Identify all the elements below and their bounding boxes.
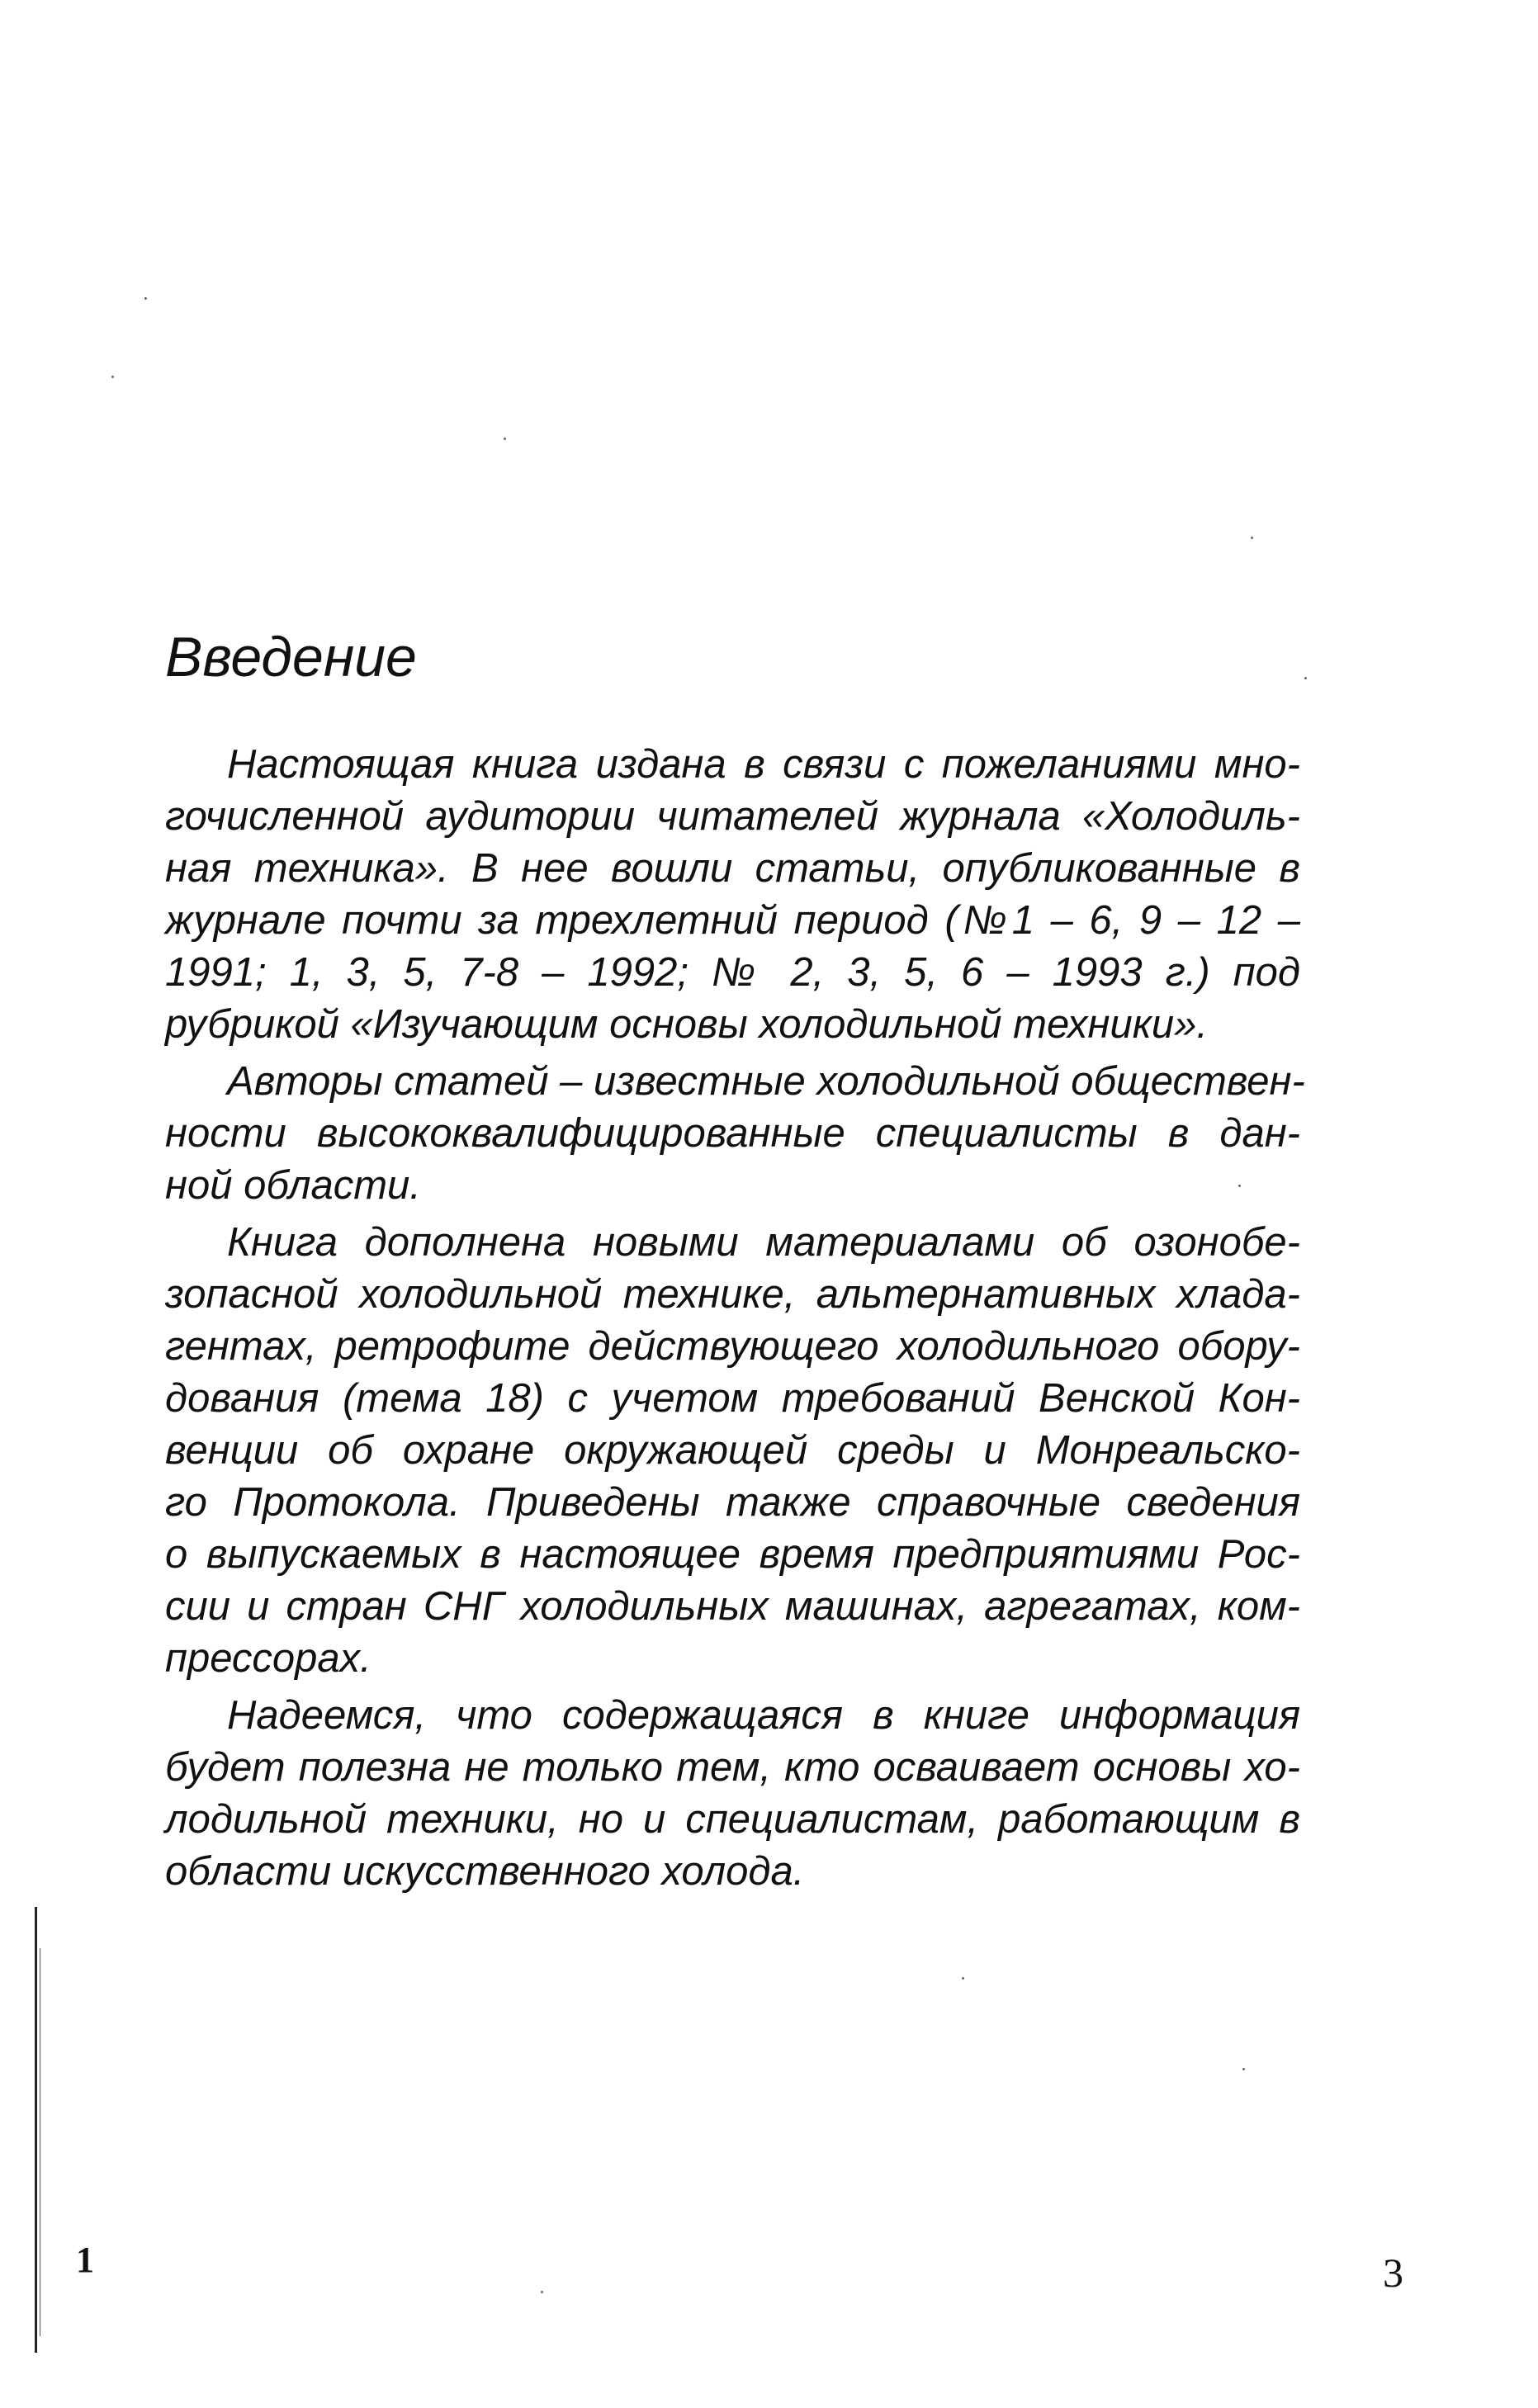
scan-speck	[1251, 537, 1253, 539]
text-line: Надеемся, что содержащаяся в книге информация	[227, 1693, 1300, 1738]
paragraph-2	[165, 1056, 1305, 1212]
text-line: го Протокола. Приведены также справочные сведения	[165, 1480, 1300, 1525]
text-line: рубрикой «Изучающим основы холодильной техники».	[165, 1002, 1209, 1047]
text-line: гочисленной аудитории читателей журнала «Холодиль-	[165, 794, 1300, 839]
text-line: дования (тема 18) с учетом требований Венской Кон-	[165, 1376, 1300, 1421]
paragraph-3	[165, 1217, 1300, 1685]
text-line: ной области.	[165, 1163, 421, 1208]
scan-speck	[144, 297, 147, 300]
text-line: о выпускаемых в настоящее время предприятиями Рос-	[165, 1532, 1300, 1577]
text-line: лодильной техники, но и специалистам, работающим в	[165, 1797, 1300, 1842]
page-number: 3	[1383, 2250, 1403, 2296]
text-line: Авторы статей – известные холодильной обществен-	[227, 1059, 1305, 1104]
text-line: венции об охране окружающей среды и Монреальско-	[165, 1428, 1300, 1473]
body-text	[165, 739, 1305, 1898]
page-title: Введение	[165, 626, 417, 688]
text-line: гентах, ретрофите действующего холодильного обору-	[165, 1324, 1300, 1369]
text-line: прессорах.	[165, 1636, 371, 1681]
scan-speck	[962, 1977, 964, 1980]
scan-speck	[1242, 2068, 1245, 2070]
text-line: ности высококвалифицированные специалисты в дан-	[165, 1111, 1300, 1156]
text-line: журнале почти за трехлетний период (№1 – 6, 9 – 12 –	[165, 898, 1300, 943]
text-line: сии и стран СНГ холодильных машинах, агрегатах, ком-	[165, 1584, 1300, 1629]
scan-speck	[111, 376, 114, 378]
text-line: Книга дополнена новыми материалами об озонобе-	[227, 1220, 1300, 1265]
text-line: зопасной холодильной технике, альтернативных хлада-	[165, 1272, 1300, 1317]
text-line: Настоящая книга издана в связи с пожеланиями мно-	[227, 742, 1300, 787]
paragraph-1	[165, 739, 1300, 1051]
scan-speck	[541, 2291, 543, 2293]
text-line: 1991; 1, 3, 5, 7-8 – 1992; № 2, 3, 5, 6 – 1993 г.) под	[165, 950, 1300, 995]
text-line: будет полезна не только тем, кто осваивает основы хо-	[165, 1745, 1300, 1790]
text-line: области искусственного холода.	[165, 1849, 805, 1894]
paragraph-4	[165, 1690, 1300, 1898]
scan-speck	[1238, 1185, 1241, 1187]
binding-edge-line	[35, 1907, 37, 2353]
corner-mark: 1	[76, 2240, 94, 2280]
scan-speck	[1304, 677, 1307, 679]
text-line: ная техника». В нее вошли статьи, опубликованные в	[165, 846, 1300, 891]
scan-speck	[504, 438, 506, 440]
